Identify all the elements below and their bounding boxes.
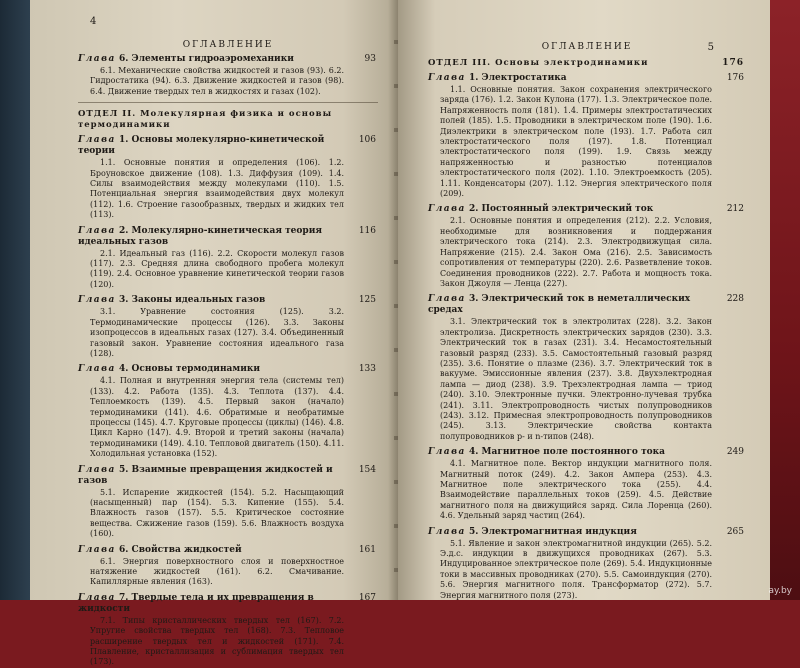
chapter-page: 161 bbox=[358, 544, 376, 555]
left-page-number: 4 bbox=[90, 16, 97, 27]
toc-entry bbox=[428, 447, 746, 521]
chapter-contents: 5.1. Явление и закон электромагнитной индукции (265). 5.2. Э.д.с. индукции в движущихся проводниках (267). 5.3. Индуцированное электрическое поле (269). 5.4. Индукционные токи в массивных проводниках (270). 5.5. Самоиндукция (270). 5.6. Энергия магнитного поля. Трансформатор (272). 5.7. Энергия магнитного поля (273). bbox=[440, 538, 712, 600]
chapter-title: 3. Электрический ток в неметаллических средах bbox=[428, 294, 691, 316]
chapter-page: 212 bbox=[726, 204, 744, 215]
chapter-page: 106 bbox=[358, 135, 376, 146]
chapter-label: Глава bbox=[428, 294, 466, 305]
chapter-title: 1. Основы молекулярно-кинетической теории bbox=[78, 135, 325, 157]
toc-entry bbox=[78, 295, 378, 359]
right-page-number: 5 bbox=[707, 42, 714, 53]
chapter-contents: 6.1. Энергия поверхностного слоя и поверхностное натяжение жидкостей (161). 6.2. Смачивание. Капиллярные явления (163). bbox=[90, 556, 344, 587]
chapter-contents: 6.1. Механические свойства жидкостей и газов (93). 6.2. Гидростатика (94). 6.3. Движение жидкостей и газов (98). 6.4. Движение твердых тел в жидкостях и газах (102). bbox=[90, 66, 344, 96]
toc-entry bbox=[78, 135, 378, 220]
chapter-label: Глава bbox=[78, 544, 116, 555]
chapter-contents: 4.1. Магнитное поле. Вектор индукции магнитного поля. Магнитный поток (249). 4.2. Закон Ампера (253). 4.3. Магнитное поле электрического тока (255). 4.4. Взаимодействие параллельных токов (259). 4.5. Действие магнитного поля на движущийся заряд. Сила Лоренца (260). 4.6. Удельный заряд частиц (264). bbox=[440, 459, 712, 521]
chapter-page: 93 bbox=[364, 54, 376, 64]
chapter-contents: 4.1. Полная и внутренняя энергия тела (системы тел) (133). 4.2. Работа (135). 4.3. Теплота (137). 4.4. Теплоемкость (139). 4.5. Первый закон (начало) термодинамики (141). 4.6. Обратимые и необратимые процессы (145). 4.7. Круговые процессы (циклы) (146). 4.8. Цикл Карно (147). 4.9. Второй и третий законы (начала) термодинамики (149). 4.10. Тепловой двигатель (150). 4.11. Холодильная установка (152). bbox=[90, 376, 344, 459]
chapter-title: 7. Твердые тела и их превращения в жидкости bbox=[78, 592, 314, 614]
chapter-label: Глава bbox=[78, 225, 116, 236]
chapter-page: 154 bbox=[358, 464, 376, 475]
chapter-contents: 7.1. Типы кристаллических твердых тел (167). 7.2. Упругие свойства твердых тел (168). 7.3. Тепловое расширение твердых тел и жидкостей (171). 7.4. Плавление, кристаллизация и сублимация твердых тел (173). bbox=[90, 615, 344, 667]
chapter-label: Глава bbox=[428, 526, 466, 537]
chapter-contents: 3.1. Уравнение состояния (125). 3.2. Термодинамические процессы (126). 3.3. Законы изопроцессов в идеальных газах (127). 3.4. Объединенный газовый закон. Уравнение состояния идеального газа (128). bbox=[90, 307, 344, 358]
chapter-label: Глава bbox=[78, 295, 116, 306]
toc-entry bbox=[428, 73, 746, 199]
chapter-contents: 5.1. Испарение жидкостей (154). 5.2. Насыщающий (насыщенный) пар (154). 5.3. Кипение (155). 5.4. Влажность газов (157). 5.5. Критическое состояние вещества. Сжижение газов (159). 5.6. Влажность воздуха (160). bbox=[90, 487, 344, 539]
chapter-contents: 1.1. Основные понятия и определения (106). 1.2. Броуновское движение (108). 1.3. Диффузия (109). 1.4. Силы взаимодействия между молекулами (110). 1.5. Потенциальная энергия взаимодействия двух молекул (112). 1.6. Строение газообразных, твердых и жидких тел (113). bbox=[90, 158, 344, 220]
chapter-label: Глава bbox=[428, 204, 466, 215]
section-page: 176 bbox=[722, 58, 744, 68]
chapter-label: Глава bbox=[428, 447, 466, 458]
chapter-label: Глава bbox=[78, 592, 116, 603]
section-heading bbox=[428, 58, 746, 69]
left-running-head: ОГЛАВЛЕНИЕ bbox=[182, 40, 274, 50]
chapter-title: 4. Основы термодинамики bbox=[119, 364, 261, 375]
toc-entry bbox=[78, 226, 378, 291]
chapter-page: 116 bbox=[358, 225, 376, 236]
chapter-page: 133 bbox=[358, 364, 376, 375]
chapter-label: Глава bbox=[78, 135, 116, 146]
chapter-contents: 2.1. Идеальный газ (116). 2.2. Скорости молекул газов (117). 2.3. Средняя длина свободного пробега молекул (119). 2.4. Основное уравнение кинетической теории газов (120). bbox=[90, 248, 344, 289]
left-entries bbox=[78, 135, 378, 668]
chapter-contents: 2.1. Основные понятия и определения (212). 2.2. Условия, необходимые для возникновения и поддержания электрического тока (214). 2.3. Электродвижущая сила. Напряжение (215). 2.4. Закон Ома (216). 2.5. Зависимость сопротивления от температуры (220). 2.6. Разветвление токов. Соединения проводников (222). 2.7. Работа и мощность тока. Закон Джоуля — Ленца (227). bbox=[440, 216, 712, 288]
chapter-page: 167 bbox=[358, 592, 376, 603]
section-title: ОТДЕЛ II. Молекулярная физика и основы термодинамики bbox=[78, 109, 333, 131]
right-page bbox=[398, 0, 770, 600]
divider bbox=[78, 102, 378, 103]
chapter-title: 5. Взаимные превращения жидкостей и газов bbox=[78, 464, 333, 486]
chapter-title: 2. Молекулярно-кинетическая теория идеальных газов bbox=[78, 225, 323, 247]
chapter-page: 265 bbox=[726, 526, 744, 537]
section-heading bbox=[78, 109, 378, 131]
toc-entry bbox=[78, 593, 378, 668]
chapter-label: Глава bbox=[78, 54, 116, 64]
toc-entry bbox=[78, 545, 378, 588]
toc-entry bbox=[78, 54, 378, 97]
chapter-title: 6. Свойства жидкостей bbox=[119, 544, 242, 555]
chapter-title: 5. Электромагнитная индукция bbox=[469, 526, 637, 537]
chapter-contents: 1.1. Основные понятия. Закон сохранения электрического заряда (176). 1.2. Закон Кулона (177). 1.3. Электрическое поле. Напряженность поля (181). 1.4. Примеры электростатических полей (185). 1.5. Проводники в электрическом поле (190). 1.6. Диэлектрики в электрическом поле (193). 1.7. Работа сил электростатического поля (197). 1.8. Потенциал электростатического поля (199). 1.9. Связь между напряженностью и разностью потенциалов электростатического поля (202). 1.10. Электроемкость (205). 1.11. Конденсаторы (207). 1.12. Энергия электрического поля (209). bbox=[440, 85, 712, 199]
toc-entry bbox=[428, 204, 746, 289]
chapter-page: 249 bbox=[726, 447, 744, 458]
right-running-head: ОГЛАВЛЕНИЕ bbox=[541, 42, 633, 52]
chapter-label: Глава bbox=[428, 73, 466, 83]
right-entries bbox=[428, 73, 746, 601]
chapter-label: Глава bbox=[78, 464, 116, 475]
chapter-title: 1. Электростатика bbox=[469, 73, 567, 83]
watermark: ay.by bbox=[768, 586, 792, 596]
chapter-title: 3. Законы идеальных газов bbox=[119, 295, 266, 306]
chapter-title: 4. Магнитное поле постоянного тока bbox=[469, 447, 665, 458]
chapter-title: 6. Элементы гидроаэромеханики bbox=[119, 54, 294, 64]
toc-entry bbox=[78, 364, 378, 459]
chapter-page: 125 bbox=[358, 295, 376, 306]
toc-entry bbox=[428, 527, 746, 601]
chapter-contents: 3.1. Электрический ток в электролитах (228). 3.2. Закон электролиза. Дискретность электрических зарядов (230). 3.3. Электрический ток в газах (231). 3.4. Несамостоятельный газовый разряд (233). 3.5. Самостоятельный газовый разряд (235). 3.6. Понятие о плазме (236). 3.7. Электрический ток в вакууме. Эмиссионные явления (237). 3.8. Двухэлектродная лампа — диод (238). 3.9. Трехэлектродная лампа — триод (240). 3.10. Электронные пучки. Электронно-лучевая трубка (241). 3.11. Электропроводность чистых полупроводников (243). 3.12. Примесная электропроводность полупроводников (245). 3.13. Электрические свойства контакта полупроводников p- и n-типов (248). bbox=[440, 317, 712, 441]
toc-entry bbox=[78, 465, 378, 540]
chapter-page: 176 bbox=[726, 73, 744, 83]
chapter-title: 2. Постоянный электрический ток bbox=[469, 204, 654, 215]
chapter-label: Глава bbox=[78, 364, 116, 375]
chapter-page: 228 bbox=[726, 294, 744, 305]
left-page bbox=[30, 0, 398, 667]
section-title: ОТДЕЛ III. Основы электродинамики bbox=[428, 58, 649, 68]
toc-entry bbox=[428, 294, 746, 442]
